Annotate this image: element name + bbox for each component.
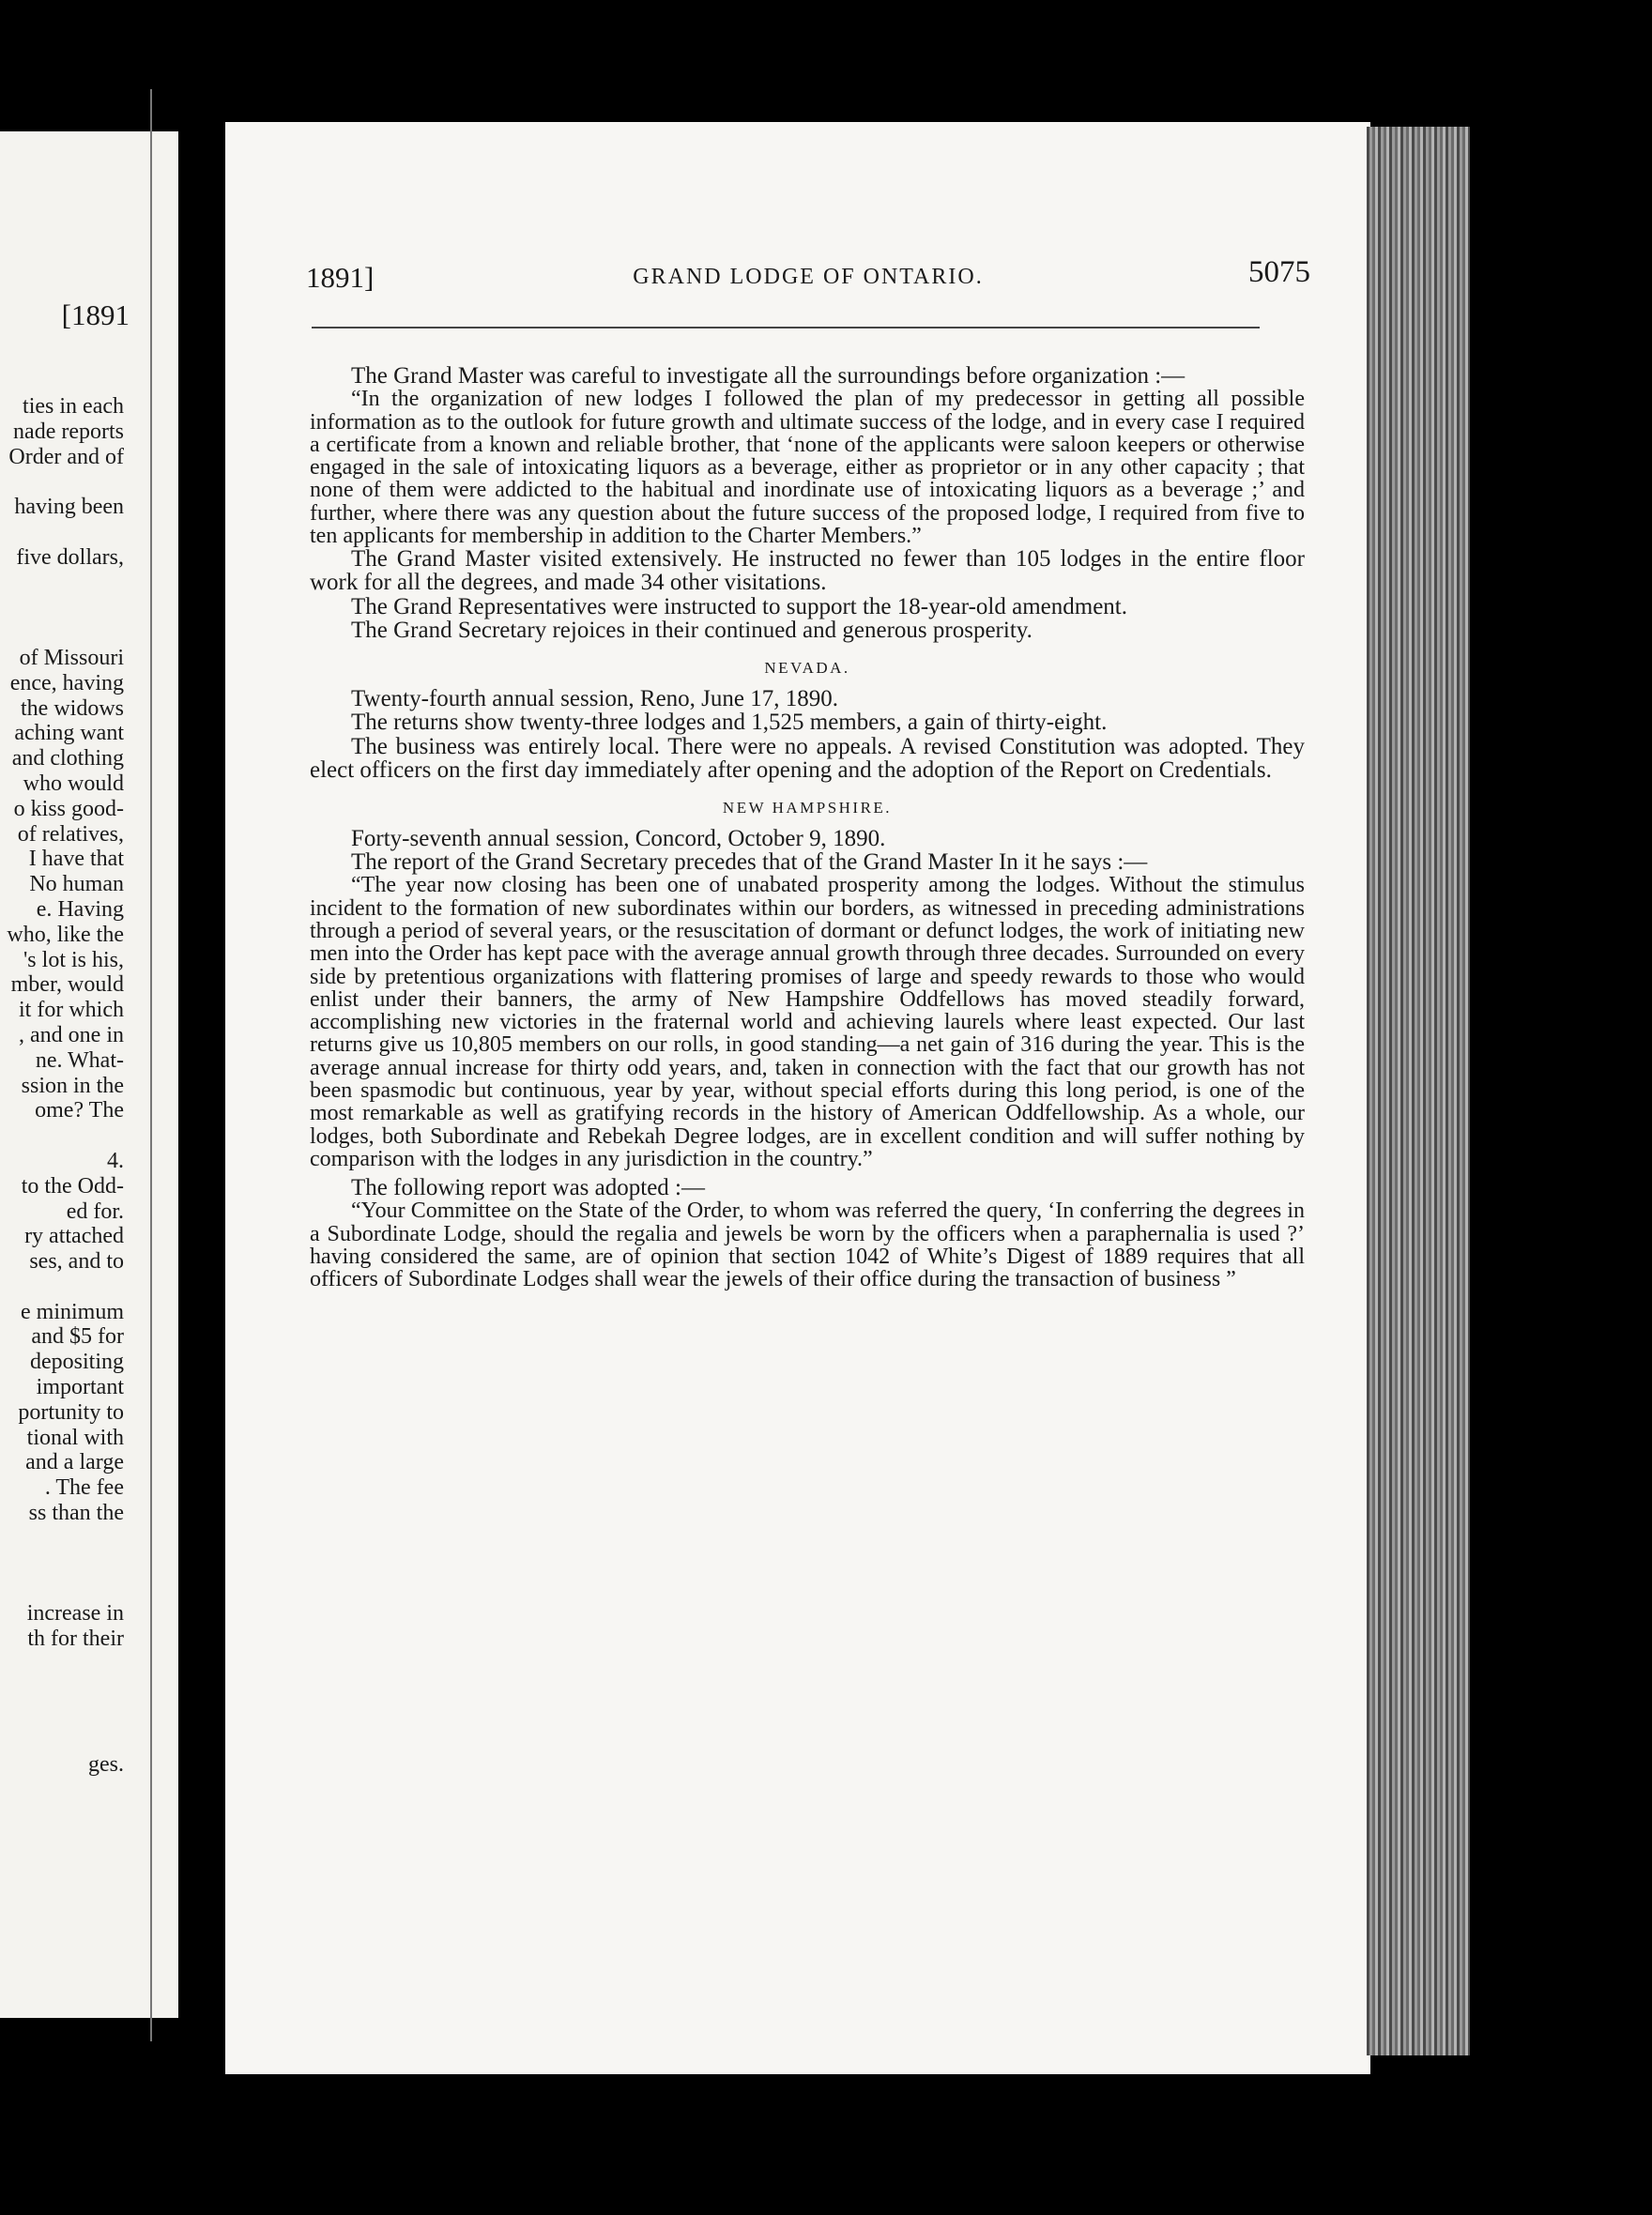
left-page-line: depositing bbox=[30, 1350, 124, 1375]
left-page-line: e minimum bbox=[21, 1299, 124, 1324]
quoted-passage: “In the organization of new lodges I followed the plan of my predecessor in getting all possible information as to the outlook for future growth and ultimate success of the lodge, and in every case I required a certificate from a known and reliable brother, that ‘none of the applicants were saloon keepers or otherwise engaged in the sale of intoxicating liquors as a beverage, either as proprietor or in any other capacity ; that none of them were addicted to the habitual and inordinate use of intoxicating liquors as a beverage ;’ and further, where there was any question about the future success of the proposed lodge, I required from five to ten applicants for membership in addition to the Charter Members.” bbox=[310, 387, 1305, 548]
left-page-line: ence, having bbox=[9, 670, 124, 695]
left-page-header: [1891 bbox=[61, 298, 130, 331]
left-page-line: ry attached bbox=[24, 1224, 124, 1249]
left-page-line: and a large bbox=[25, 1450, 124, 1475]
quoted-passage: “Your Committee on the State of the Order, to whom was referred the query, ‘In conferring the degrees in a Subordinate Lodge, should the regalia and jewels be worn by the officers when a paraphernalia is used ?’ having considered the same, are of opinion that section 1042 of White’s Digest of 1889 requires that all officers of Subordinate Lodges shall wear the jewels of their office during the transaction of business ” bbox=[310, 1199, 1305, 1292]
header-year: 1891] bbox=[306, 261, 375, 294]
left-page-line: Order and of bbox=[8, 444, 124, 469]
left-page-line bbox=[0, 1652, 124, 1677]
left-page-line: ne. What- bbox=[35, 1047, 124, 1073]
left-page-line: tional with bbox=[26, 1425, 124, 1450]
left-page-line: the widows bbox=[21, 695, 124, 721]
left-page-line: ome? The bbox=[35, 1098, 124, 1123]
left-page-line bbox=[0, 1275, 124, 1300]
left-page-line: ges. bbox=[88, 1752, 124, 1778]
page-number: 5075 bbox=[1248, 255, 1310, 289]
left-page-line bbox=[0, 1702, 124, 1727]
section-heading-nevada: NEVADA. bbox=[764, 659, 850, 678]
left-page-line bbox=[0, 1526, 124, 1551]
header-rule bbox=[312, 327, 1260, 328]
paragraph: Forty-seventh annual session, Concord, October 9, 1890. bbox=[351, 825, 886, 851]
left-page-line: th for their bbox=[27, 1627, 124, 1652]
left-page-line: it for which bbox=[19, 998, 124, 1023]
left-page-line: and $5 for bbox=[31, 1324, 124, 1350]
left-page-line: having been bbox=[14, 495, 124, 520]
left-page-line: aching want bbox=[14, 721, 124, 746]
left-page-line bbox=[0, 520, 124, 545]
left-page-line: and clothing bbox=[11, 746, 124, 771]
left-page-line: to the Odd- bbox=[21, 1173, 124, 1199]
paragraph: Twenty-fourth annual session, Reno, June 17, 1890. bbox=[351, 686, 839, 712]
left-page-line bbox=[0, 595, 124, 620]
paragraph: The following report was adopted :— bbox=[351, 1175, 705, 1201]
left-page-line bbox=[0, 620, 124, 646]
paragraph: The Grand Master was careful to investigate all the surroundings before organization :— bbox=[351, 363, 1185, 389]
left-page-line bbox=[0, 1576, 124, 1601]
left-page-line: No human bbox=[29, 872, 124, 897]
left-page-line: ss than the bbox=[28, 1501, 124, 1526]
left-page-line: 4. bbox=[107, 1148, 124, 1173]
left-page-line: ed for. bbox=[66, 1199, 124, 1224]
left-page-line: 's lot is his, bbox=[23, 947, 124, 972]
paragraph: The returns show twenty-three lodges and 1,525 members, a gain of thirty-eight. bbox=[351, 710, 1108, 736]
left-page-line: I have that bbox=[28, 847, 124, 872]
paragraph: The Grand Master visited extensively. He instructed no fewer than 105 lodges in the entire floor work for all the degrees, and made 34 other visitations. bbox=[310, 546, 1305, 596]
paragraph: The report of the Grand Secretary precedes that of the Grand Master In it he says :— bbox=[351, 849, 1148, 876]
left-page-line: increase in bbox=[26, 1601, 124, 1627]
paragraph: The Grand Secretary rejoices in their continued and generous prosperity. bbox=[351, 617, 1032, 643]
book-page bbox=[225, 122, 1370, 2074]
section-heading-new-hampshire: NEW HAMPSHIRE. bbox=[722, 798, 893, 817]
left-page-line: who would bbox=[23, 771, 124, 796]
header-title: GRAND LODGE OF ONTARIO. bbox=[633, 265, 984, 289]
left-page-line bbox=[0, 571, 124, 596]
left-page-line: mber, would bbox=[10, 972, 124, 998]
left-page-line: important bbox=[36, 1375, 124, 1400]
left-page-line: of relatives, bbox=[17, 821, 124, 847]
left-page-line: nade reports bbox=[13, 419, 124, 444]
left-page-line: , and one in bbox=[19, 1022, 124, 1047]
left-page-line bbox=[0, 1551, 124, 1577]
running-header bbox=[306, 255, 1310, 298]
left-page-line: ties in each bbox=[23, 394, 124, 419]
left-page-line: . The fee bbox=[44, 1475, 124, 1501]
left-page-line: o kiss good- bbox=[13, 796, 124, 821]
left-page-line: e. Having bbox=[36, 896, 124, 922]
left-page-text bbox=[0, 394, 124, 1778]
quoted-passage: “The year now closing has been one of unabated prosperity among the lodges. Without the stimulus incident to the formation of new subordinates within our borders, as witnessed in preceding administrations through a period of several years, or the resuscitation of dormant or defunct lodges, the work of initiating new men into the Order has kept pace with the average annual growth through three decades. Surrounded on every side by pretentious organizations with flattering promises of large and speedy rewards to those who would enlist under their banners, the army of New Hampshire Oddfellows has moved steadily forward, accomplishing new victories in the fraternal world and achieving laurels where least expected. Our last returns give us 10,805 members on our rolls, in good standing—a net gain of 316 during the year. This is the average annual increase for thirty odd years, and, taken in connection with the fact that our growth has not been spasmodic but continuous, year by year, without special efforts during this long period, is one of the most remarkable as well as gratifying records in the history of American Oddfellowship. As a whole, our lodges, both Subordinate and Rebekah Degree lodges, are in excellent condition and will suffer nothing by comparison with the lodges in any jurisdiction in the country.” bbox=[310, 873, 1305, 1171]
page-edges bbox=[1367, 127, 1470, 2055]
left-page-line: of Missouri bbox=[19, 645, 124, 670]
left-page-line: portunity to bbox=[18, 1399, 124, 1425]
left-page-line bbox=[0, 1727, 124, 1752]
page-body bbox=[310, 364, 1305, 1291]
left-page-line bbox=[0, 1123, 124, 1149]
left-page-line bbox=[0, 469, 124, 495]
left-page-line: who, like the bbox=[7, 922, 124, 947]
paragraph: The business was entirely local. There were no appeals. A revised Constitution was adopted. They elect officers on the first day immediately after opening and the adoption of the Report on Credentials. bbox=[310, 733, 1305, 783]
left-page-line: five dollars, bbox=[16, 544, 124, 570]
left-page-line bbox=[0, 1677, 124, 1703]
left-page-line: ssion in the bbox=[21, 1073, 124, 1098]
page-gutter bbox=[150, 89, 152, 2041]
left-page-line: ses, and to bbox=[29, 1249, 124, 1275]
paragraph: The Grand Representatives were instructed to support the 18-year-old amendment. bbox=[351, 593, 1128, 619]
